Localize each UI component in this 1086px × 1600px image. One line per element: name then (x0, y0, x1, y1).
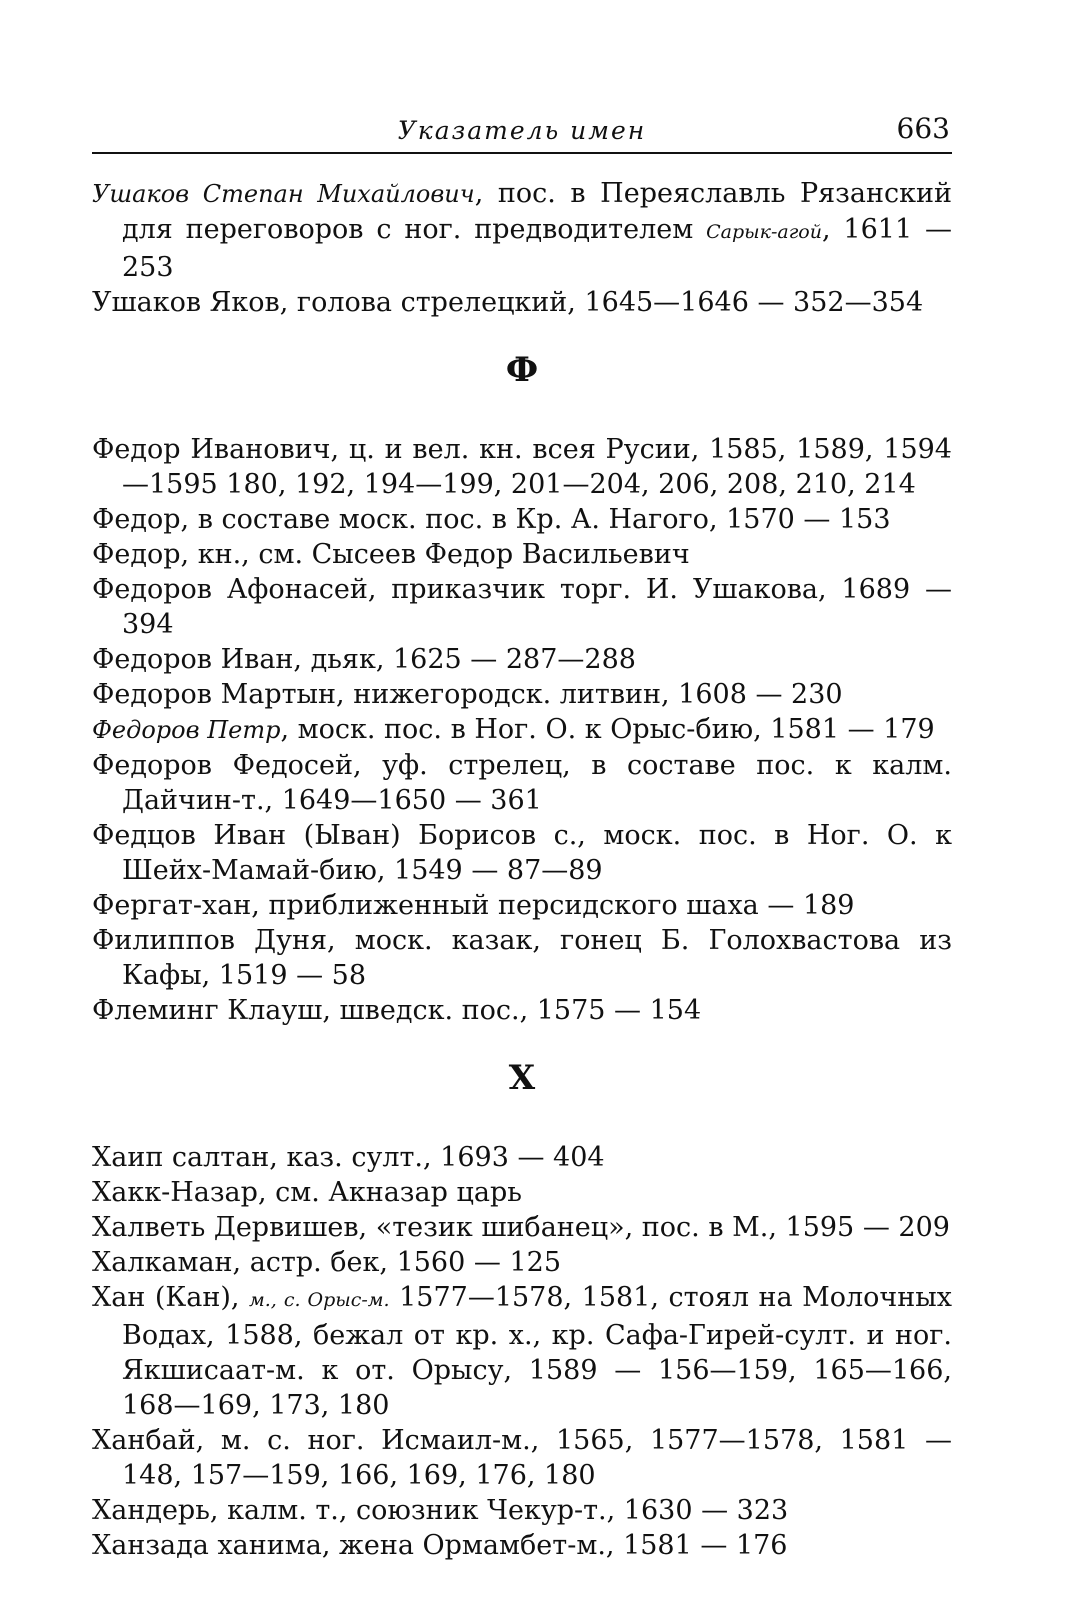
index-entry (92, 285, 952, 320)
entry-text: м., с. Орыс-м. (249, 1289, 390, 1311)
entry-text: Федцов Иван (Ыван) Борисов с., моск. пос. в Ног. О. к Шейх-Мамай-бию, 1549 — 87—89 (92, 820, 952, 886)
index-section (92, 1058, 952, 1563)
index-entry (92, 537, 952, 572)
entry-text: Халветь Дервишев, «тезик шибанец», пос. в М., 1595 — 209 (92, 1212, 950, 1243)
index-entry (92, 818, 952, 888)
index-section (92, 350, 952, 1028)
index-entry (92, 1423, 952, 1493)
entry-text: Федоров Петр (92, 716, 281, 744)
index-entry (92, 993, 952, 1028)
entry-text: , пос. в Переяславль Рязанский для переговоров с ног. предводителем (122, 178, 952, 245)
entry-text: Федор, в составе моск. пос. в Кр. А. Нагого, 1570 — 153 (92, 504, 891, 535)
index-section (92, 176, 952, 320)
entry-text: Федор Иванович, ц. и вел. кн. всея Русии, 1585, 1589, 1594—1595 180, 192, 194—199, 201—204, 206, 208, 210, 214 (92, 434, 952, 500)
index-entry (92, 677, 952, 712)
index-entry (92, 176, 952, 285)
entry-text: Хандерь, калм. т., союзник Чекур-т., 1630 — 323 (92, 1495, 789, 1526)
entry-text: Филиппов Дуня, моск. казак, гонец Б. Голохвастова из Кафы, 1519 — 58 (92, 925, 952, 991)
page-number: 663 (896, 112, 950, 145)
index-entry (92, 642, 952, 677)
index-entry (92, 1493, 952, 1528)
book-page (92, 108, 952, 1563)
index-entry (92, 1528, 952, 1563)
entry-text: Федоров Иван, дьяк, 1625 — 287—288 (92, 644, 636, 675)
entry-text: 1577—1578, 1581, стоял на Молочных Водах, 1588, бежал от кр. х., кр. Сафа-Гирей-султ. и ног. Якшисаат-м. к от. Орысу, 1589 — 156—159, 165—166, 168—169, 173, 180 (122, 1282, 952, 1421)
section-letter: Х (508, 1058, 536, 1098)
index-entry (92, 1140, 952, 1175)
index-entry (92, 1175, 952, 1210)
section-letter: Ф (505, 350, 539, 390)
entry-text: , моск. пос. в Ног. О. к Орыс-бию, 1581 — 179 (280, 714, 935, 745)
entry-text: Федоров Мартын, нижегородск. литвин, 1608 — 230 (92, 679, 843, 710)
entry-text: Ушаков Степан Михайлович (92, 180, 475, 208)
index-entry (92, 572, 952, 642)
running-header (92, 108, 952, 154)
entry-text: Фергат-хан, приближенный персидского шаха — 189 (92, 890, 855, 921)
index-entry (92, 432, 952, 502)
entry-text: Хакк-Назар, см. Акназар царь (92, 1177, 522, 1208)
index-entry (92, 712, 952, 748)
index-entry (92, 888, 952, 923)
header-title: Указатель имен (397, 116, 647, 145)
entry-text: Хаип салтан, каз. султ., 1693 — 404 (92, 1142, 605, 1173)
entry-text: Федор, кн., см. Сысеев Федор Васильевич (92, 539, 690, 570)
entry-text: , 1611 — 253 (122, 214, 952, 283)
index-entry (92, 1280, 952, 1423)
entry-text: Федоров Афонасей, приказчик торг. И. Ушакова, 1689 — 394 (92, 574, 952, 640)
entry-text: Ханбай, м. с. ног. Исмаил-м., 1565, 1577—1578, 1581 — 148, 157—159, 166, 169, 176, 180 (92, 1425, 952, 1491)
entry-text: Ханзада ханима, жена Ормамбет-м., 1581 — 176 (92, 1530, 788, 1561)
entry-text: Федоров Федосей, уф. стрелец, в составе пос. к калм. Дайчин-т., 1649—1650 — 361 (92, 750, 952, 816)
entry-text: Халкаман, астр. бек, 1560 — 125 (92, 1247, 561, 1278)
index-entry (92, 502, 952, 537)
index-content (92, 176, 952, 1563)
index-entry (92, 923, 952, 993)
index-entry (92, 748, 952, 818)
entry-text: Хан (Кан), (92, 1282, 250, 1313)
index-entry (92, 1245, 952, 1280)
index-entry (92, 1210, 952, 1245)
entry-text: Ушаков Яков, голова стрелецкий, 1645—1646 — 352—354 (92, 287, 924, 318)
entry-text: Флеминг Клауш, шведск. пос., 1575 — 154 (92, 995, 702, 1026)
entry-text: Сарык-агой (706, 221, 822, 243)
